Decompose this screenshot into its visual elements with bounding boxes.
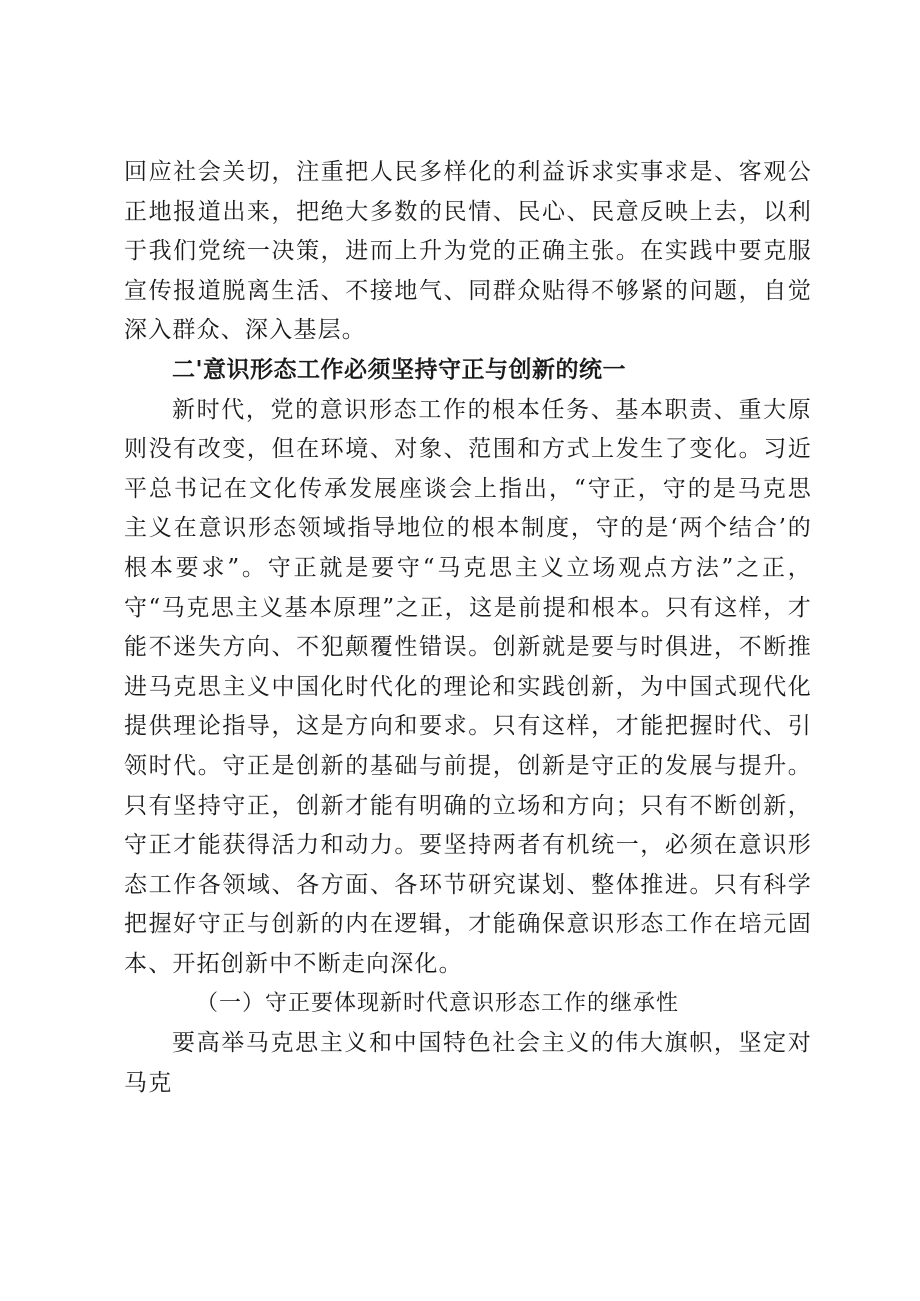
subsection-heading: （一）守正要体现新时代意识形态工作的继承性 <box>196 991 680 1017</box>
paragraph-next: 要高举马克思主义和中国特色社会主义的伟大旗帜，坚定对马克 <box>124 1030 812 1096</box>
document-body <box>124 153 812 1103</box>
section-heading: 二'意识形态工作必须坚持守正与创新的统一 <box>172 356 627 383</box>
paragraph-continued: 回应社会关切，注重把人民多样化的利益诉求实事求是、客观公正地报道出来，把绝大多数的民情、民心、民意反映上去，以利于我们党统一决策，进而上升为党的正确主张。在实践中要克服宣传报道脱离生活、不接地气、同群众贴得不够紧的问题，自觉深入群众、深入基层。 <box>124 159 812 344</box>
paragraph-main: 新时代，党的意识形态工作的根本任务、基本职责、重大原则没有改变，但在环境、对象、范围和方式上发生了变化。习近平总书记在文化传承发展座谈会上指出，“守正，守的是马克思主义在意识形态领域指导地位的根本制度，守的是‘两个结合’的根本要求”。守正就是要守“马克思主义立场观点方法”之正，守“马克思主义基本原理”之正，这是前提和根本。只有这样，才能不迷失方向、不犯颠覆性错误。创新就是要与时俱进，不断推进马克思主义中国化时代化的理论和实践创新，为中国式现代化提供理论指导，这是方向和要求。只有这样，才能把握时代、引领时代。守正是创新的基础与前提，创新是守正的发展与提升。只有坚持守正，创新才能有明确的立场和方向；只有不断创新，守正才能获得活力和动力。要坚持两者有机统一，必须在意识形态工作各领域、各方面、各环节研究谋划、整体推进。只有科学把握好守正与创新的内在逻辑，才能确保意识形态工作在培元固本、开拓创新中不断走向深化。 <box>124 396 812 977</box>
